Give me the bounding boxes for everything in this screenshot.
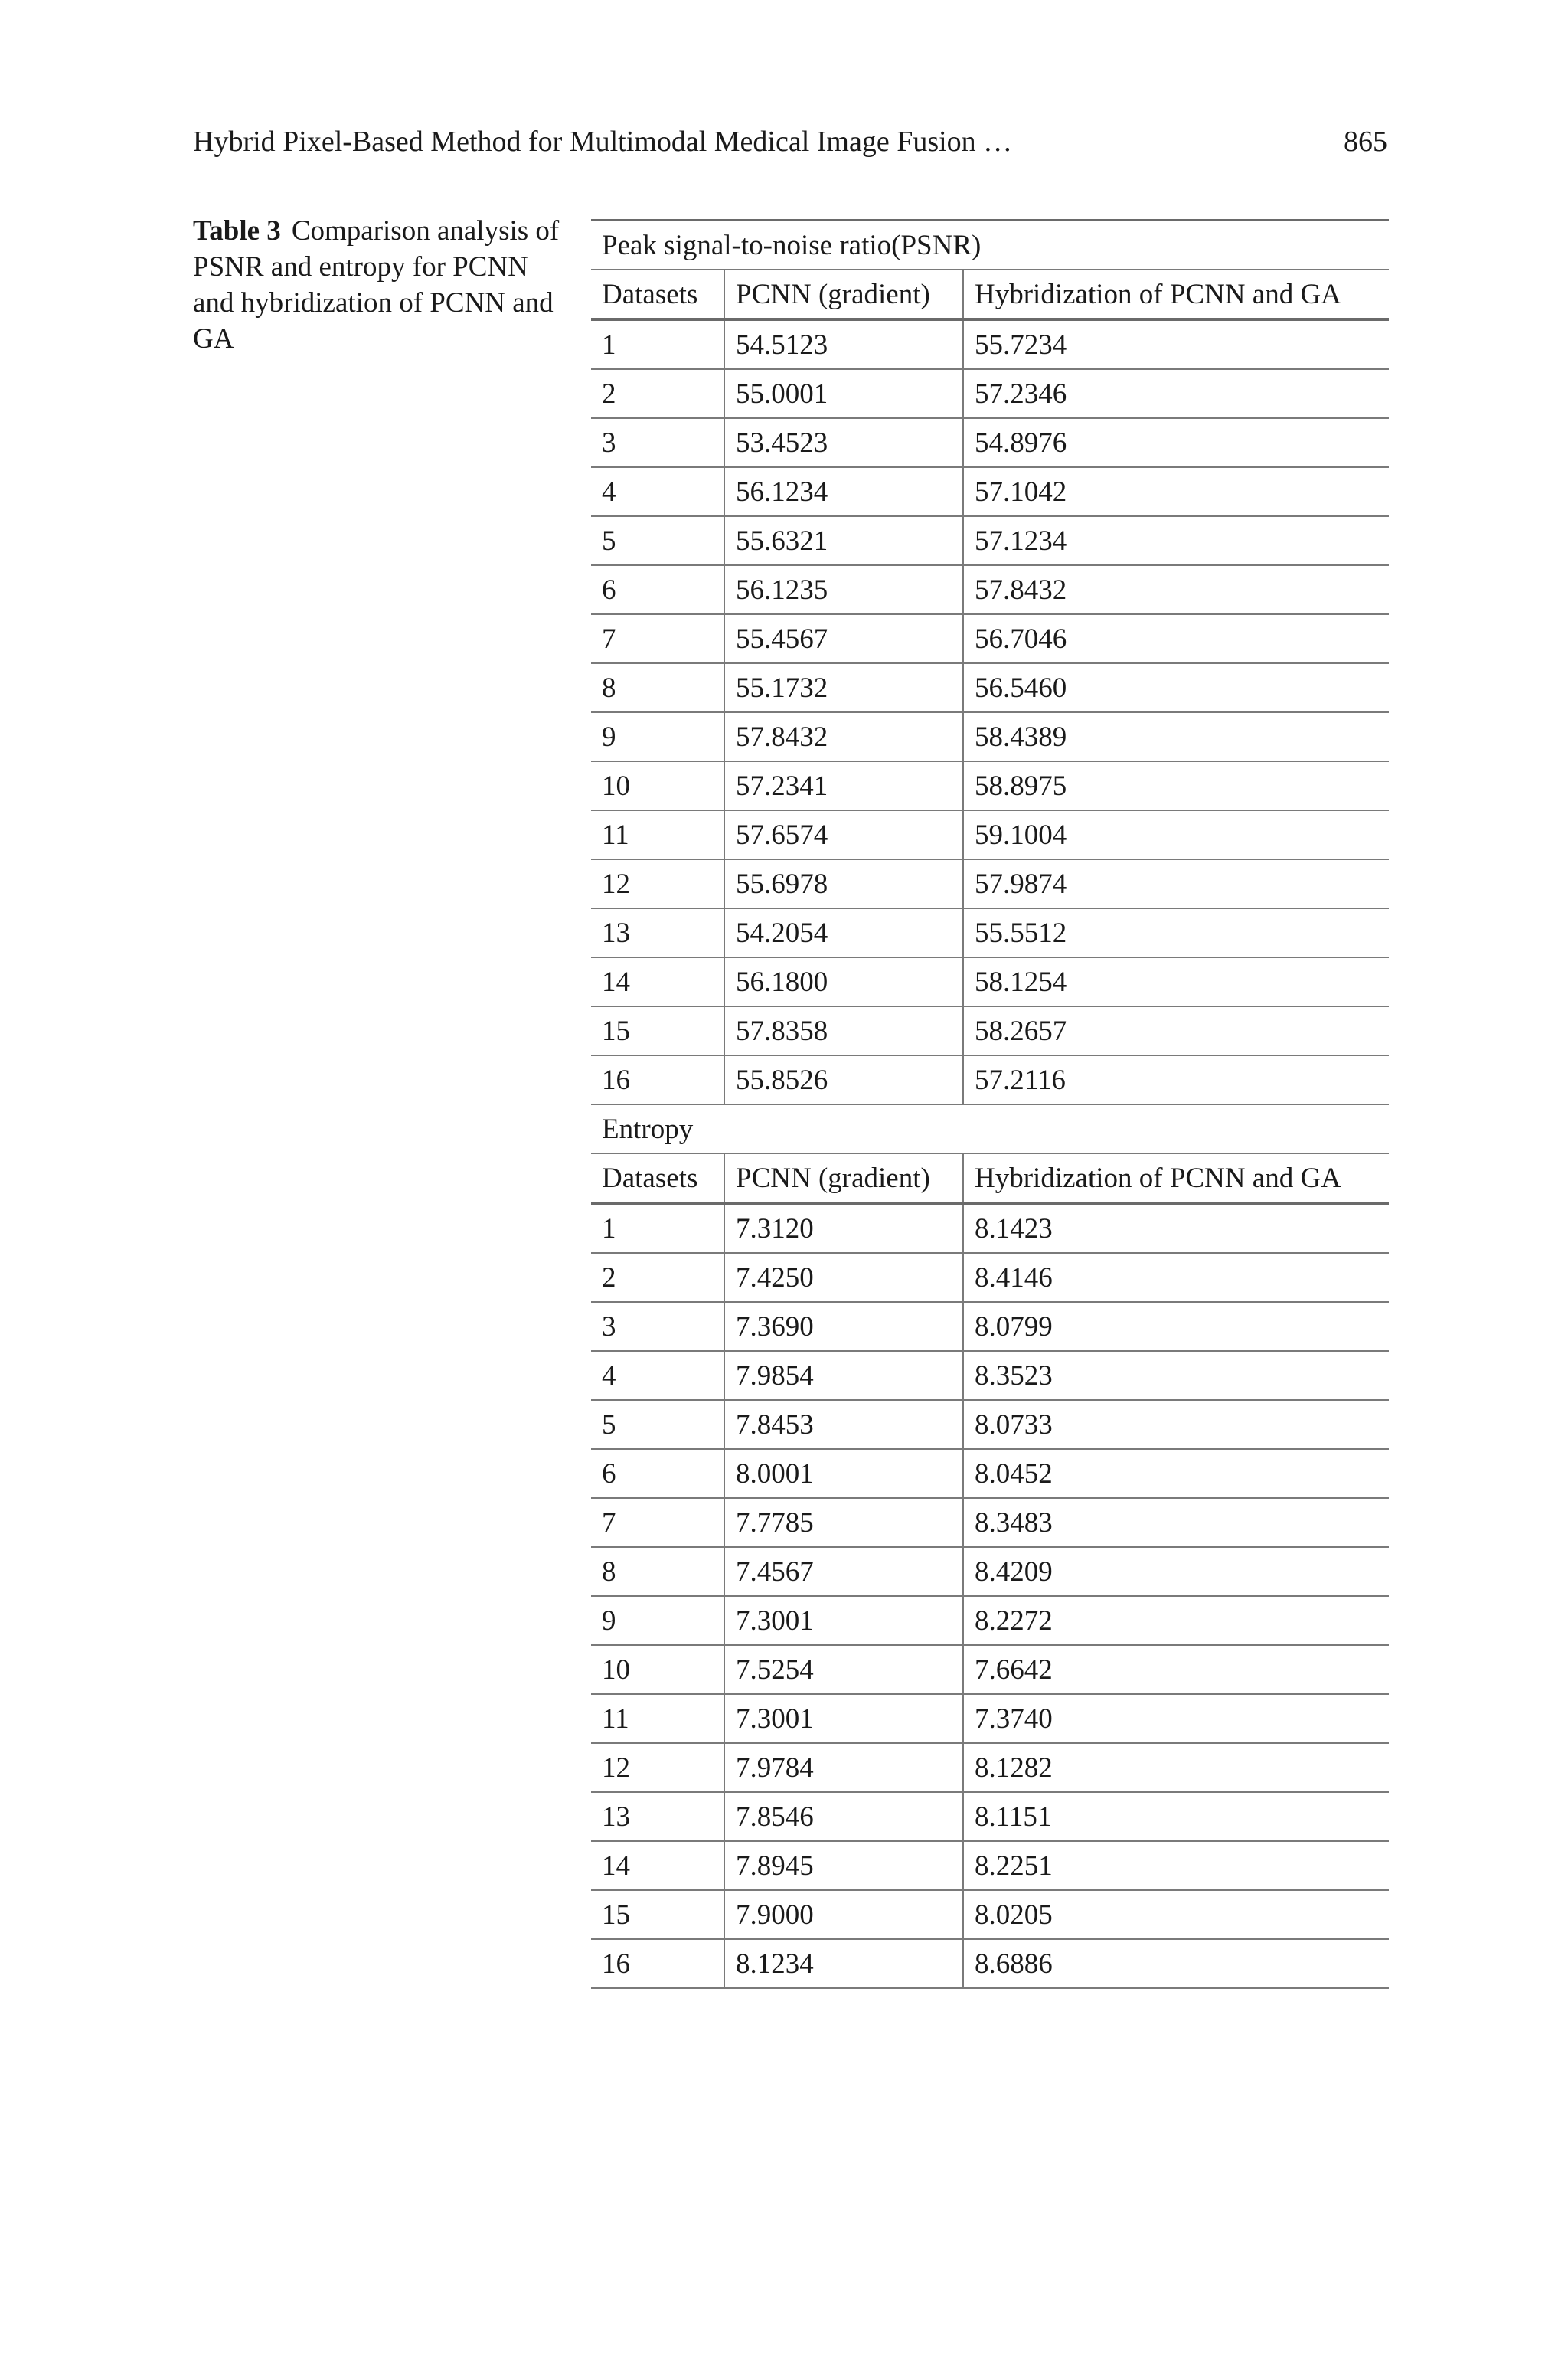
table-cell: 5 (591, 1400, 724, 1449)
table-cell: 7 (591, 614, 724, 663)
table-cell: 57.1042 (963, 467, 1389, 516)
column-header: Hybridization of PCNN and GA (963, 1153, 1389, 1203)
table-cell: 7.6642 (963, 1645, 1389, 1694)
table-cell: 7.3740 (963, 1694, 1389, 1743)
table-cell: 7.9854 (724, 1351, 963, 1400)
table-cell: 6 (591, 565, 724, 614)
table-cell: 58.8975 (963, 761, 1389, 810)
table-cell: 3 (591, 1302, 724, 1351)
table-cell: 14 (591, 957, 724, 1006)
table-cell: 7.9784 (724, 1743, 963, 1792)
table-cell: 9 (591, 712, 724, 761)
table-cell: 16 (591, 1055, 724, 1104)
comparison-table (591, 219, 1389, 1989)
table-cell: 9 (591, 1596, 724, 1645)
table-row (591, 810, 1389, 859)
table-cell: 56.7046 (963, 614, 1389, 663)
table-cell: 8.1282 (963, 1743, 1389, 1792)
table-cell: 56.5460 (963, 663, 1389, 712)
table-row (591, 1694, 1389, 1743)
table-cell: 56.1234 (724, 467, 963, 516)
column-header-row-entropy (591, 1153, 1389, 1203)
table-row (591, 319, 1389, 369)
table-cell: 57.8358 (724, 1006, 963, 1055)
table-row (591, 859, 1389, 908)
table-row (591, 516, 1389, 565)
table-cell: 13 (591, 1792, 724, 1841)
table-row (591, 1743, 1389, 1792)
table-cell: 8.0799 (963, 1302, 1389, 1351)
table-cell: 8.4146 (963, 1253, 1389, 1302)
table-cell: 14 (591, 1841, 724, 1890)
comparison-table-container (591, 219, 1389, 1989)
table-row (591, 1253, 1389, 1302)
table-cell: 57.9874 (963, 859, 1389, 908)
table-cell: 1 (591, 1203, 724, 1253)
table-cell: 57.1234 (963, 516, 1389, 565)
table-cell: 7.5254 (724, 1645, 963, 1694)
table-cell: 8.4209 (963, 1547, 1389, 1596)
table-row (591, 614, 1389, 663)
table-cell: 11 (591, 810, 724, 859)
table-cell: 8.2272 (963, 1596, 1389, 1645)
table-cell: 54.5123 (724, 319, 963, 369)
table-cell: 11 (591, 1694, 724, 1743)
column-header: Datasets (591, 1153, 724, 1203)
table-row (591, 1596, 1389, 1645)
table-cell: 1 (591, 319, 724, 369)
table-cell: 8 (591, 663, 724, 712)
table-row (591, 712, 1389, 761)
table-cell: 8.6886 (963, 1939, 1389, 1988)
table-cell: 54.2054 (724, 908, 963, 957)
column-header: PCNN (gradient) (724, 1153, 963, 1203)
table-cell: 8.1151 (963, 1792, 1389, 1841)
column-header: Datasets (591, 270, 724, 319)
table-row (591, 1006, 1389, 1055)
table-cell: 8.3483 (963, 1498, 1389, 1547)
table-cell: 58.4389 (963, 712, 1389, 761)
table-cell: 8.0452 (963, 1449, 1389, 1498)
table-row (591, 565, 1389, 614)
table-row (591, 418, 1389, 467)
table-cell: 12 (591, 1743, 724, 1792)
table-row (591, 1498, 1389, 1547)
table-cell: 7.3001 (724, 1694, 963, 1743)
table-cell: 56.1235 (724, 565, 963, 614)
table-cell: 7.8453 (724, 1400, 963, 1449)
table-cell: 7.4567 (724, 1547, 963, 1596)
table-cell: 56.1800 (724, 957, 963, 1006)
table-cell: 13 (591, 908, 724, 957)
table-row (591, 1351, 1389, 1400)
table-cell: 7.8546 (724, 1792, 963, 1841)
table-cell: 2 (591, 369, 724, 418)
table-cell: 7.8945 (724, 1841, 963, 1890)
table-cell: 4 (591, 1351, 724, 1400)
table-cell: 7.7785 (724, 1498, 963, 1547)
table-cell: 55.5512 (963, 908, 1389, 957)
table-cell: 5 (591, 516, 724, 565)
table-cell: 55.6978 (724, 859, 963, 908)
section-title-row-entropy (591, 1104, 1389, 1153)
page-number: 865 (1344, 126, 1387, 158)
table-caption-text: Comparison analysis of PSNR and entropy for PCNN and hybridization of PCNN and GA (193, 215, 560, 355)
table-cell: 54.8976 (963, 418, 1389, 467)
table-cell: 58.2657 (963, 1006, 1389, 1055)
table-cell: 7.3001 (724, 1596, 963, 1645)
section-title-row-psnr (591, 221, 1389, 270)
table-cell: 55.6321 (724, 516, 963, 565)
table-row (591, 1792, 1389, 1841)
table-row (591, 369, 1389, 418)
comparison-table-body (591, 221, 1389, 1989)
table-row (591, 1055, 1389, 1104)
table-cell: 55.7234 (963, 319, 1389, 369)
table-cell: 8.0205 (963, 1890, 1389, 1939)
table-cell: 10 (591, 1645, 724, 1694)
table-row (591, 761, 1389, 810)
table-cell: 55.8526 (724, 1055, 963, 1104)
table-caption (193, 213, 568, 357)
table-cell: 57.2116 (963, 1055, 1389, 1104)
table-cell: 57.2346 (963, 369, 1389, 418)
table-row (591, 1203, 1389, 1253)
section-title-psnr: Peak signal-to-noise ratio(PSNR) (591, 221, 1389, 270)
table-cell: 8.1423 (963, 1203, 1389, 1253)
table-cell: 6 (591, 1449, 724, 1498)
table-cell: 57.8432 (724, 712, 963, 761)
column-header-row-psnr (591, 270, 1389, 319)
running-title: Hybrid Pixel-Based Method for Multimodal Medical Image Fusion … (193, 126, 1013, 158)
table-row (591, 957, 1389, 1006)
table-cell: 57.6574 (724, 810, 963, 859)
column-header: Hybridization of PCNN and GA (963, 270, 1389, 319)
table-row (591, 1645, 1389, 1694)
table-cell: 15 (591, 1006, 724, 1055)
table-cell: 7.3690 (724, 1302, 963, 1351)
table-cell: 7.3120 (724, 1203, 963, 1253)
table-row (591, 1890, 1389, 1939)
table-cell: 12 (591, 859, 724, 908)
table-cell: 15 (591, 1890, 724, 1939)
table-cell: 2 (591, 1253, 724, 1302)
table-row (591, 1547, 1389, 1596)
table-cell: 8.0001 (724, 1449, 963, 1498)
column-header: PCNN (gradient) (724, 270, 963, 319)
table-cell: 8.2251 (963, 1841, 1389, 1890)
table-row (591, 467, 1389, 516)
table-row (591, 1302, 1389, 1351)
table-row (591, 1939, 1389, 1988)
table-cell: 53.4523 (724, 418, 963, 467)
table-cell: 7.9000 (724, 1890, 963, 1939)
table-cell: 57.8432 (963, 565, 1389, 614)
table-row (591, 908, 1389, 957)
table-cell: 4 (591, 467, 724, 516)
table-cell: 16 (591, 1939, 724, 1988)
table-row (591, 663, 1389, 712)
table-cell: 8.0733 (963, 1400, 1389, 1449)
table-cell: 55.4567 (724, 614, 963, 663)
section-title-entropy: Entropy (591, 1104, 1389, 1153)
table-cell: 55.0001 (724, 369, 963, 418)
table-cell: 58.1254 (963, 957, 1389, 1006)
running-header (193, 123, 1387, 161)
table-row (591, 1400, 1389, 1449)
table-cell: 7.4250 (724, 1253, 963, 1302)
table-cell: 8 (591, 1547, 724, 1596)
table-cell: 3 (591, 418, 724, 467)
table-caption-label: Table 3 (193, 215, 281, 247)
table-row (591, 1841, 1389, 1890)
table-cell: 57.2341 (724, 761, 963, 810)
table-cell: 8.1234 (724, 1939, 963, 1988)
table-cell: 59.1004 (963, 810, 1389, 859)
table-cell: 7 (591, 1498, 724, 1547)
table-cell: 55.1732 (724, 663, 963, 712)
table-cell: 10 (591, 761, 724, 810)
table-cell: 8.3523 (963, 1351, 1389, 1400)
table-row (591, 1449, 1389, 1498)
